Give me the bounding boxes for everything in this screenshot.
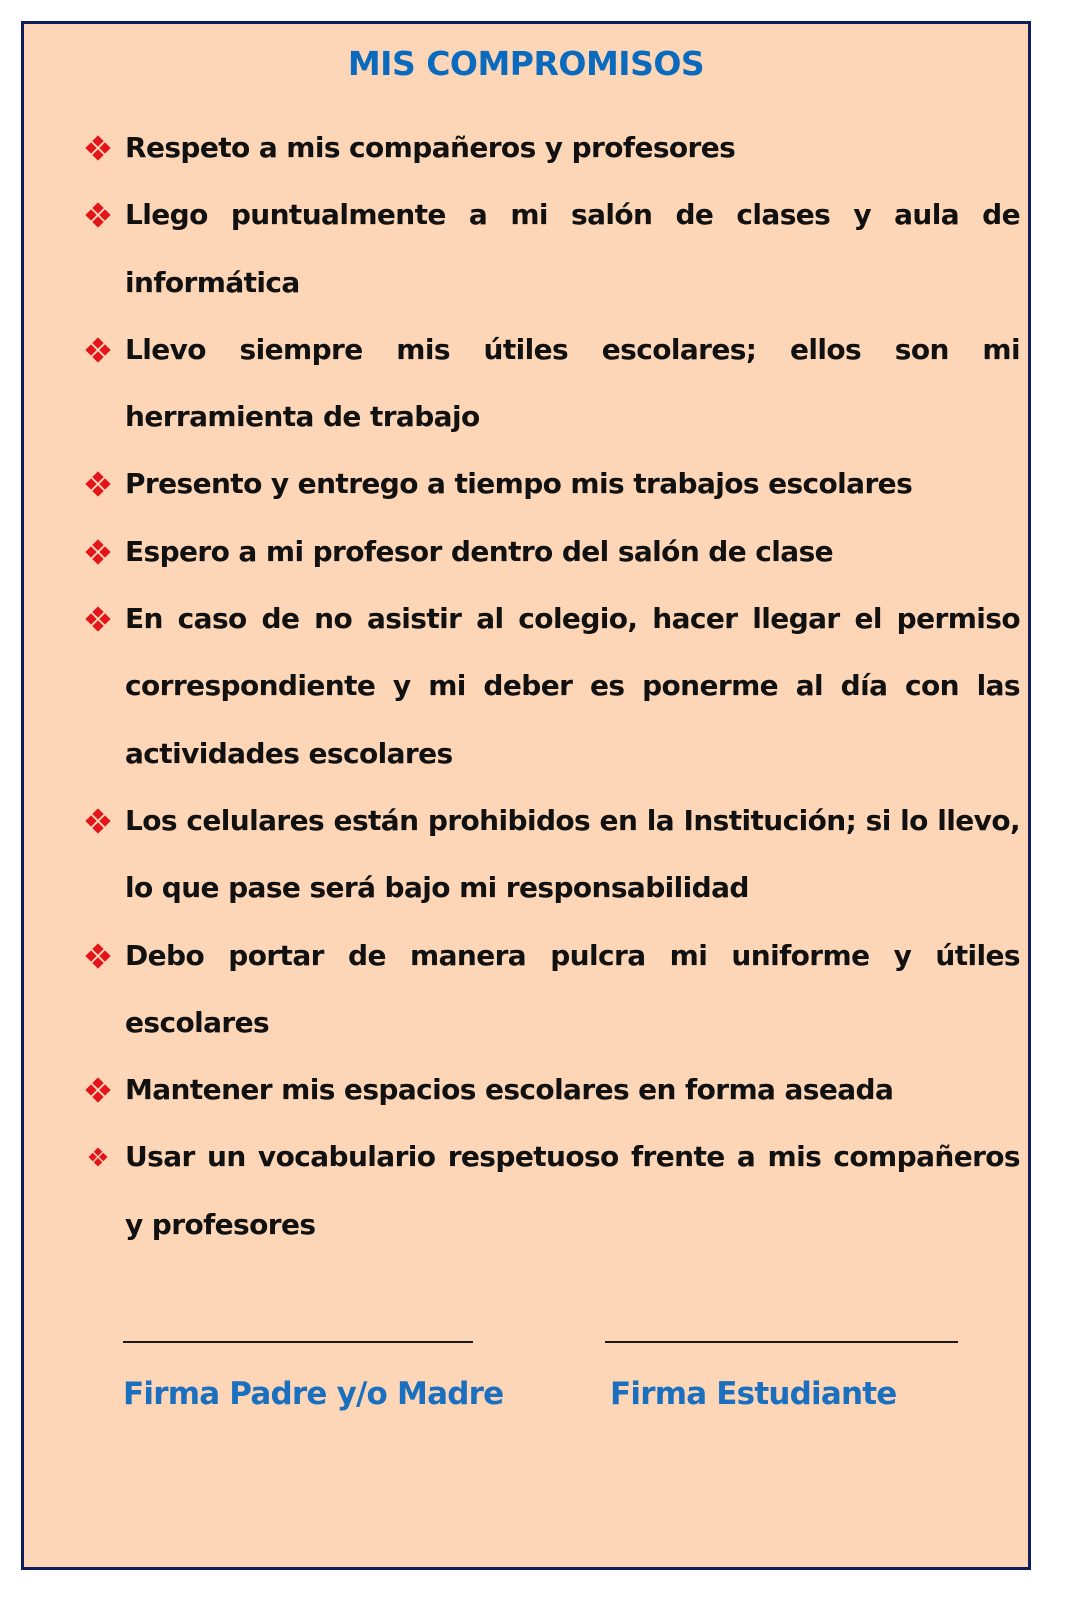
list-item: Respeto a mis compañeros y profesores [125, 114, 1020, 181]
four-diamond-bullet-icon [87, 339, 109, 361]
list-item: Mantener mis espacios escolares en forma aseada [125, 1056, 1020, 1123]
student-signature-label: Firma Estudiante [610, 1376, 897, 1412]
four-diamond-bullet-icon [87, 204, 109, 226]
parent-signature-label: Firma Padre y/o Madre [123, 1376, 504, 1412]
four-diamond-bullet-icon [87, 1079, 109, 1101]
parent-signature-line [123, 1341, 473, 1343]
list-item: Espero a mi profesor dentro del salón de clase [125, 518, 1020, 585]
four-diamond-bullet-icon [87, 608, 109, 630]
four-diamond-bullet-icon [90, 1149, 107, 1166]
commitments-list [24, 114, 1028, 1258]
list-item: Usar un vocabulario respetuoso frente a mis compañeros y profesores [125, 1123, 1020, 1258]
list-item: Llego puntualmente a mi salón de clases y aula de informática [125, 181, 1020, 316]
page-title: MIS COMPROMISOS [347, 44, 705, 83]
student-signature-line [605, 1341, 958, 1343]
list-item: Debo portar de manera pulcra mi uniforme y útiles escolares [125, 922, 1020, 1057]
four-diamond-bullet-icon [87, 473, 109, 495]
list-item: Los celulares están prohibidos en la Institución; si lo llevo, lo que pase será bajo mi responsabilidad [125, 787, 1020, 922]
four-diamond-bullet-icon [87, 810, 109, 832]
list-item: En caso de no asistir al colegio, hacer llegar el permiso correspondiente y mi deber es ponerme al día con las actividades escolares [125, 585, 1020, 787]
commitments-card [21, 21, 1031, 1570]
four-diamond-bullet-icon [87, 945, 109, 967]
list-item: Llevo siempre mis útiles escolares; ellos son mi herramienta de trabajo [125, 316, 1020, 451]
four-diamond-bullet-icon [87, 541, 109, 563]
list-item: Presento y entrego a tiempo mis trabajos escolares [125, 450, 1020, 517]
four-diamond-bullet-icon [87, 137, 109, 159]
